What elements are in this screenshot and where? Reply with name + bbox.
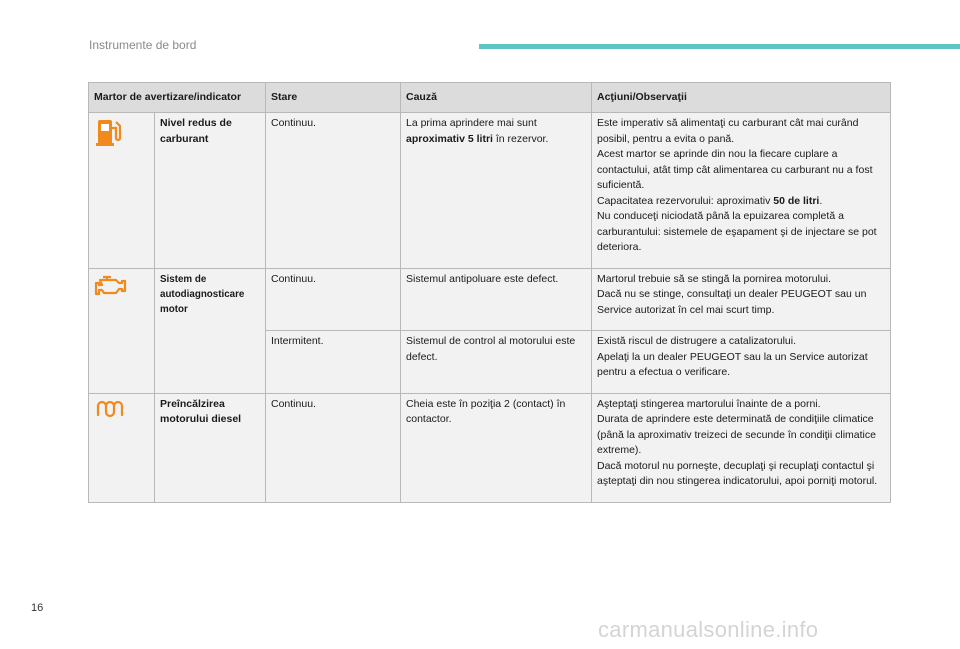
cause-cell: Sistemul antipoluare este defect. [401,268,592,331]
cause-cell: Cheia este în poziţia 2 (contact) în contactor. [401,393,592,502]
state-cell: Intermitent. [266,331,401,394]
action-text: Martorul trebuie să se stingă la pornirea motorului. [597,272,832,285]
action-text: Dacă nu se stinge, consultaţi un dealer PEUGEOT sau un Service autorizat în cel mai scurt timp. [597,288,867,316]
cause-cell: Sistemul de control al motorului este defect. [401,331,592,394]
column-header-state: Stare [266,83,401,113]
fuel-pump-icon [94,116,124,154]
column-header-indicator: Martor de avertizare/indicator [89,83,266,113]
state-cell: Continuu. [266,393,401,502]
action-text: Nu conduceţi niciodată până la epuizarea completă a carburantului: sistemele de eşapament şi de injectare se pot deteriora. [597,210,877,253]
action-text: Apelaţi la un dealer PEUGEOT sau la un Service autorizat pentru a efectua o verificare. [597,350,868,378]
action-text: Acest martor se aprinde din nou la fiecare cuplare a contactului, atât timp cât alimentarea cu carburant nu a fost suficientă. [597,148,873,191]
action-text: Aşteptaţi stingerea martorului înainte de a porni. [597,397,821,410]
action-text: Este imperativ să alimentaţi cu carburant cât mai curând posibil, pentru a evita o pană. [597,117,859,145]
header-accent-bar [479,44,960,49]
cause-cell: La prima aprindere mai sunt aproximativ 5 litri în rezervor. [401,113,592,269]
actions-cell [592,113,891,269]
action-text: Există riscul de distrugere a catalizatorului. [597,335,797,347]
glow-plug-icon [94,397,128,425]
watermark: carmanualsonline.info [598,617,819,642]
action-text: Capacitatea rezervorului: aproximativ 50 de litri. [597,194,823,207]
table-header-row [89,83,891,113]
indicator-name: Preîncălzirea motorului diesel [155,393,266,502]
state-cell: Continuu. [266,268,401,331]
engine-check-icon [94,272,128,304]
column-header-cause: Cauză [401,83,592,113]
action-text: Durata de aprindere este determinată de condiţiile climatice (până la aproximativ treizeci de secunde în condiţii climatice extreme). [597,413,876,456]
table-row [89,393,891,502]
section-title: Instrumente de bord [89,38,197,52]
indicator-name: Nivel redus de carburant [155,113,266,269]
indicator-name: Sistem de autodiagnosticare motor [155,268,266,393]
icon-cell [89,268,155,393]
icon-cell [89,393,155,502]
warning-lights-table [88,82,891,503]
page-number: 16 [31,602,44,614]
state-cell: Continuu. [266,113,401,269]
actions-cell [592,393,891,502]
icon-cell [89,113,155,269]
actions-cell [592,331,891,394]
table-row [89,113,891,269]
column-header-actions: Acţiuni/Observaţii [592,83,891,113]
actions-cell [592,268,891,331]
action-text: Dacă motorul nu porneşte, decuplaţi şi recuplaţi contactul şi aşteptaţi din nou stingerea indicatorului, apoi porniţi motorul. [597,459,878,487]
table-row [89,268,891,331]
